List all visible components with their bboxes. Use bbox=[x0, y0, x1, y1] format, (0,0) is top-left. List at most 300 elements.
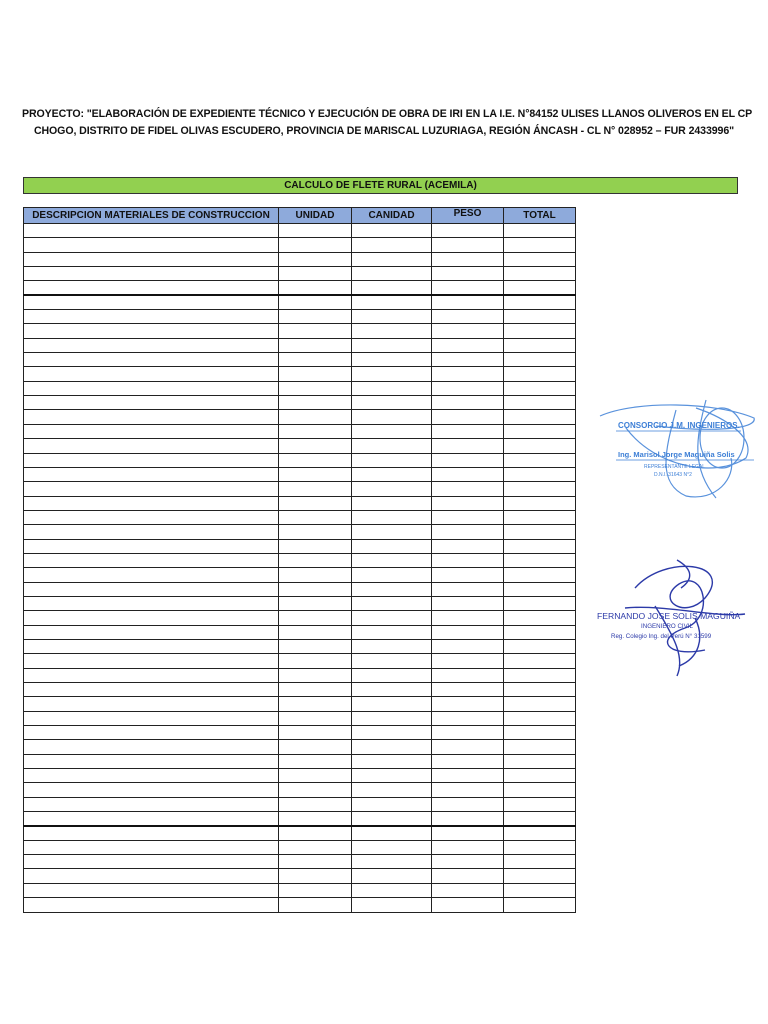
cell-description bbox=[24, 381, 279, 395]
table-row bbox=[24, 568, 576, 582]
cell-unit bbox=[279, 310, 352, 324]
cell-total bbox=[504, 496, 576, 510]
cell-quantity bbox=[352, 252, 432, 266]
cell-unit bbox=[279, 338, 352, 352]
cell-quantity bbox=[352, 726, 432, 740]
cell-unit bbox=[279, 611, 352, 625]
cell-unit bbox=[279, 654, 352, 668]
cell-weight bbox=[432, 424, 504, 438]
cell-total bbox=[504, 596, 576, 610]
table-row bbox=[24, 310, 576, 324]
cell-description bbox=[24, 783, 279, 797]
cell-weight bbox=[432, 439, 504, 453]
section-title-bar: CALCULO DE FLETE RURAL (ACEMILA) bbox=[23, 177, 738, 194]
cell-weight bbox=[432, 410, 504, 424]
table-row bbox=[24, 625, 576, 639]
table-row bbox=[24, 683, 576, 697]
cell-total bbox=[504, 683, 576, 697]
cell-quantity bbox=[352, 582, 432, 596]
cell-total bbox=[504, 769, 576, 783]
cell-description bbox=[24, 295, 279, 309]
cell-total bbox=[504, 639, 576, 653]
cell-quantity bbox=[352, 783, 432, 797]
table-row bbox=[24, 797, 576, 811]
svg-text:INGENIERO CIVIL: INGENIERO CIVIL bbox=[641, 623, 693, 630]
table-row bbox=[24, 281, 576, 295]
cell-weight bbox=[432, 252, 504, 266]
cell-unit bbox=[279, 252, 352, 266]
cell-description bbox=[24, 769, 279, 783]
cell-total bbox=[504, 424, 576, 438]
cell-quantity bbox=[352, 510, 432, 524]
cell-unit bbox=[279, 582, 352, 596]
cell-weight bbox=[432, 482, 504, 496]
cell-unit bbox=[279, 898, 352, 912]
cell-description bbox=[24, 826, 279, 840]
table-row bbox=[24, 582, 576, 596]
cell-total bbox=[504, 797, 576, 811]
cell-description bbox=[24, 668, 279, 682]
cell-unit bbox=[279, 525, 352, 539]
cell-description bbox=[24, 869, 279, 883]
project-title-line-2: CHOGO, DISTRITO DE FIDEL OLIVAS ESCUDERO, PROVINCIA DE MARISCAL LUZURIAGA, REGIÓN ÁNCASH - CL N° 028952 – FUR 2433996" bbox=[33, 125, 735, 137]
svg-text:REPRESENTANTE LEGAL: REPRESENTANTE LEGAL bbox=[644, 464, 706, 470]
cell-unit bbox=[279, 238, 352, 252]
table-row bbox=[24, 539, 576, 553]
cell-quantity bbox=[352, 883, 432, 897]
cell-weight bbox=[432, 324, 504, 338]
cell-total bbox=[504, 238, 576, 252]
cell-description bbox=[24, 482, 279, 496]
cell-unit bbox=[279, 568, 352, 582]
cell-weight bbox=[432, 367, 504, 381]
cell-weight bbox=[432, 467, 504, 481]
cell-total bbox=[504, 539, 576, 553]
cell-weight bbox=[432, 754, 504, 768]
project-title-line-1: PROYECTO: "ELABORACIÓN DE EXPEDIENTE TÉCNICO Y EJECUCIÓN DE OBRA DE IRI EN LA I.E. N°84152 ULISES LLANOS OLIVEROS EN EL CP bbox=[22, 108, 753, 120]
cell-unit bbox=[279, 769, 352, 783]
column-header-unit: UNIDAD bbox=[279, 208, 352, 224]
cell-weight bbox=[432, 582, 504, 596]
cell-weight bbox=[432, 453, 504, 467]
cell-total bbox=[504, 367, 576, 381]
cell-unit bbox=[279, 869, 352, 883]
cell-weight bbox=[432, 596, 504, 610]
cell-total bbox=[504, 281, 576, 295]
cell-description bbox=[24, 224, 279, 238]
cell-total bbox=[504, 453, 576, 467]
cell-total bbox=[504, 310, 576, 324]
cell-weight bbox=[432, 668, 504, 682]
cell-quantity bbox=[352, 281, 432, 295]
cell-weight bbox=[432, 855, 504, 869]
column-header-total: TOTAL bbox=[504, 208, 576, 224]
table-row bbox=[24, 783, 576, 797]
cell-description bbox=[24, 625, 279, 639]
cell-description bbox=[24, 453, 279, 467]
cell-unit bbox=[279, 797, 352, 811]
table-row bbox=[24, 525, 576, 539]
cell-total bbox=[504, 726, 576, 740]
cell-quantity bbox=[352, 439, 432, 453]
cell-description bbox=[24, 711, 279, 725]
table-row bbox=[24, 496, 576, 510]
cell-description bbox=[24, 797, 279, 811]
table-row bbox=[24, 668, 576, 682]
table-row bbox=[24, 453, 576, 467]
table-row bbox=[24, 740, 576, 754]
cell-total bbox=[504, 898, 576, 912]
cell-weight bbox=[432, 783, 504, 797]
cell-description bbox=[24, 424, 279, 438]
svg-text:CONSORCIO J.M. INGENIEROS.: CONSORCIO J.M. INGENIEROS. bbox=[618, 421, 740, 430]
cell-total bbox=[504, 611, 576, 625]
cell-total bbox=[504, 783, 576, 797]
column-header-quantity: CANIDAD bbox=[352, 208, 432, 224]
table-row bbox=[24, 267, 576, 281]
cell-weight bbox=[432, 711, 504, 725]
cell-unit bbox=[279, 783, 352, 797]
cell-quantity bbox=[352, 381, 432, 395]
cell-total bbox=[504, 439, 576, 453]
cell-total bbox=[504, 654, 576, 668]
svg-text:D.N.I. 31643 N°2: D.N.I. 31643 N°2 bbox=[654, 472, 692, 478]
cell-weight bbox=[432, 267, 504, 281]
cell-unit bbox=[279, 267, 352, 281]
table-row bbox=[24, 252, 576, 266]
cell-total bbox=[504, 510, 576, 524]
column-header-weight: PESO bbox=[432, 208, 504, 224]
cell-unit bbox=[279, 754, 352, 768]
cell-description bbox=[24, 812, 279, 826]
cell-weight bbox=[432, 381, 504, 395]
column-header-description: DESCRIPCION MATERIALES DE CONSTRUCCION bbox=[24, 208, 279, 224]
cell-quantity bbox=[352, 238, 432, 252]
cell-description bbox=[24, 496, 279, 510]
cell-description bbox=[24, 252, 279, 266]
cell-description bbox=[24, 510, 279, 524]
table-row bbox=[24, 883, 576, 897]
cell-unit bbox=[279, 496, 352, 510]
cell-quantity bbox=[352, 812, 432, 826]
cell-weight bbox=[432, 353, 504, 367]
cell-unit bbox=[279, 625, 352, 639]
cell-quantity bbox=[352, 496, 432, 510]
cell-quantity bbox=[352, 840, 432, 854]
cell-total bbox=[504, 553, 576, 567]
cell-quantity bbox=[352, 453, 432, 467]
table-row bbox=[24, 869, 576, 883]
cell-description bbox=[24, 740, 279, 754]
cell-total bbox=[504, 381, 576, 395]
cell-total bbox=[504, 525, 576, 539]
cell-unit bbox=[279, 639, 352, 653]
cell-unit bbox=[279, 812, 352, 826]
cell-total bbox=[504, 869, 576, 883]
cell-total bbox=[504, 668, 576, 682]
cell-unit bbox=[279, 353, 352, 367]
cell-unit bbox=[279, 424, 352, 438]
cell-quantity bbox=[352, 267, 432, 281]
cell-description bbox=[24, 281, 279, 295]
cell-total bbox=[504, 338, 576, 352]
cell-quantity bbox=[352, 697, 432, 711]
cell-total bbox=[504, 467, 576, 481]
cell-quantity bbox=[352, 754, 432, 768]
cell-total bbox=[504, 482, 576, 496]
cell-weight bbox=[432, 310, 504, 324]
cell-weight bbox=[432, 496, 504, 510]
cell-quantity bbox=[352, 654, 432, 668]
cell-quantity bbox=[352, 467, 432, 481]
cell-total bbox=[504, 754, 576, 768]
table-row bbox=[24, 396, 576, 410]
cell-unit bbox=[279, 883, 352, 897]
cell-description bbox=[24, 324, 279, 338]
cell-weight bbox=[432, 611, 504, 625]
cell-description bbox=[24, 238, 279, 252]
table-row bbox=[24, 482, 576, 496]
cell-unit bbox=[279, 697, 352, 711]
svg-text:Reg. Colegio Ing. del Perú N°: Reg. Colegio Ing. del Perú N° 31599 bbox=[611, 633, 712, 640]
cell-weight bbox=[432, 726, 504, 740]
cell-description bbox=[24, 353, 279, 367]
table-row bbox=[24, 726, 576, 740]
table-row bbox=[24, 224, 576, 238]
table-row bbox=[24, 467, 576, 481]
table-row bbox=[24, 812, 576, 826]
cell-description bbox=[24, 467, 279, 481]
cell-description bbox=[24, 310, 279, 324]
cell-quantity bbox=[352, 482, 432, 496]
table-row bbox=[24, 654, 576, 668]
table-row bbox=[24, 324, 576, 338]
cell-weight bbox=[432, 625, 504, 639]
cell-weight bbox=[432, 840, 504, 854]
table-row bbox=[24, 711, 576, 725]
cell-quantity bbox=[352, 769, 432, 783]
cell-weight bbox=[432, 740, 504, 754]
cell-total bbox=[504, 812, 576, 826]
table-row bbox=[24, 754, 576, 768]
table-row bbox=[24, 410, 576, 424]
cell-weight bbox=[432, 295, 504, 309]
cell-description bbox=[24, 396, 279, 410]
cell-unit bbox=[279, 855, 352, 869]
cell-unit bbox=[279, 410, 352, 424]
table-row bbox=[24, 769, 576, 783]
cell-quantity bbox=[352, 797, 432, 811]
cell-quantity bbox=[352, 396, 432, 410]
table-row bbox=[24, 238, 576, 252]
cell-description bbox=[24, 539, 279, 553]
cell-unit bbox=[279, 224, 352, 238]
company-stamp bbox=[596, 398, 760, 508]
cell-weight bbox=[432, 826, 504, 840]
cell-weight bbox=[432, 898, 504, 912]
cell-description bbox=[24, 855, 279, 869]
cell-weight bbox=[432, 224, 504, 238]
cell-unit bbox=[279, 726, 352, 740]
cell-weight bbox=[432, 639, 504, 653]
cell-unit bbox=[279, 367, 352, 381]
cell-unit bbox=[279, 711, 352, 725]
cell-total bbox=[504, 353, 576, 367]
cell-weight bbox=[432, 510, 504, 524]
cell-description bbox=[24, 568, 279, 582]
cell-description bbox=[24, 898, 279, 912]
cell-unit bbox=[279, 553, 352, 567]
table-row bbox=[24, 826, 576, 840]
cell-unit bbox=[279, 596, 352, 610]
table-row bbox=[24, 596, 576, 610]
cell-quantity bbox=[352, 295, 432, 309]
cell-unit bbox=[279, 453, 352, 467]
table-row bbox=[24, 367, 576, 381]
cell-quantity bbox=[352, 711, 432, 725]
cell-unit bbox=[279, 295, 352, 309]
cell-unit bbox=[279, 826, 352, 840]
cell-total bbox=[504, 224, 576, 238]
cell-quantity bbox=[352, 898, 432, 912]
cell-quantity bbox=[352, 310, 432, 324]
cell-description bbox=[24, 611, 279, 625]
cell-weight bbox=[432, 396, 504, 410]
cell-total bbox=[504, 295, 576, 309]
engineer-signature bbox=[595, 558, 757, 682]
cell-quantity bbox=[352, 338, 432, 352]
cell-description bbox=[24, 754, 279, 768]
cell-quantity bbox=[352, 596, 432, 610]
cell-total bbox=[504, 883, 576, 897]
svg-text:Ing. Marisol Jorge Maguiña Sol: Ing. Marisol Jorge Maguiña Solis bbox=[618, 450, 735, 459]
table-header-row bbox=[24, 208, 576, 224]
cell-weight bbox=[432, 683, 504, 697]
table-body bbox=[24, 224, 576, 913]
table-row bbox=[24, 639, 576, 653]
cell-description bbox=[24, 367, 279, 381]
table-row bbox=[24, 697, 576, 711]
cell-weight bbox=[432, 525, 504, 539]
cell-total bbox=[504, 568, 576, 582]
cell-weight bbox=[432, 869, 504, 883]
cell-quantity bbox=[352, 740, 432, 754]
cell-quantity bbox=[352, 568, 432, 582]
cell-weight bbox=[432, 654, 504, 668]
cell-quantity bbox=[352, 625, 432, 639]
cell-description bbox=[24, 697, 279, 711]
cell-weight bbox=[432, 338, 504, 352]
table-row bbox=[24, 855, 576, 869]
cell-description bbox=[24, 639, 279, 653]
table-row bbox=[24, 898, 576, 912]
cell-total bbox=[504, 840, 576, 854]
cell-quantity bbox=[352, 525, 432, 539]
cell-weight bbox=[432, 568, 504, 582]
cell-unit bbox=[279, 381, 352, 395]
cell-description bbox=[24, 582, 279, 596]
cell-quantity bbox=[352, 410, 432, 424]
cell-description bbox=[24, 338, 279, 352]
cell-total bbox=[504, 711, 576, 725]
cell-total bbox=[504, 582, 576, 596]
cell-total bbox=[504, 324, 576, 338]
cell-description bbox=[24, 726, 279, 740]
company-stamp-graphic bbox=[596, 398, 760, 508]
table-row bbox=[24, 381, 576, 395]
cell-quantity bbox=[352, 539, 432, 553]
table-row bbox=[24, 295, 576, 309]
table-row bbox=[24, 611, 576, 625]
table-row bbox=[24, 338, 576, 352]
cell-weight bbox=[432, 883, 504, 897]
cell-total bbox=[504, 396, 576, 410]
cell-description bbox=[24, 683, 279, 697]
cell-quantity bbox=[352, 826, 432, 840]
cell-quantity bbox=[352, 855, 432, 869]
cell-quantity bbox=[352, 553, 432, 567]
svg-text:FERNANDO JOSE SOLIS MAGUIÑA: FERNANDO JOSE SOLIS MAGUIÑA bbox=[597, 611, 741, 621]
cell-description bbox=[24, 439, 279, 453]
cell-unit bbox=[279, 439, 352, 453]
cell-total bbox=[504, 826, 576, 840]
cell-quantity bbox=[352, 683, 432, 697]
cell-unit bbox=[279, 482, 352, 496]
table-row bbox=[24, 439, 576, 453]
cell-unit bbox=[279, 740, 352, 754]
cell-quantity bbox=[352, 353, 432, 367]
cell-description bbox=[24, 525, 279, 539]
cell-unit bbox=[279, 683, 352, 697]
cell-unit bbox=[279, 840, 352, 854]
cell-description bbox=[24, 654, 279, 668]
cell-unit bbox=[279, 281, 352, 295]
cell-quantity bbox=[352, 869, 432, 883]
cell-quantity bbox=[352, 367, 432, 381]
cell-total bbox=[504, 855, 576, 869]
cell-total bbox=[504, 410, 576, 424]
cell-weight bbox=[432, 281, 504, 295]
cell-total bbox=[504, 267, 576, 281]
cell-unit bbox=[279, 510, 352, 524]
table-row bbox=[24, 510, 576, 524]
project-title bbox=[22, 106, 753, 140]
cell-quantity bbox=[352, 324, 432, 338]
cell-quantity bbox=[352, 424, 432, 438]
cell-unit bbox=[279, 539, 352, 553]
cell-quantity bbox=[352, 611, 432, 625]
freight-calculation-table bbox=[23, 207, 576, 913]
cell-unit bbox=[279, 396, 352, 410]
table-row bbox=[24, 840, 576, 854]
cell-description bbox=[24, 596, 279, 610]
cell-quantity bbox=[352, 668, 432, 682]
cell-weight bbox=[432, 238, 504, 252]
table-row bbox=[24, 553, 576, 567]
cell-total bbox=[504, 625, 576, 639]
cell-quantity bbox=[352, 639, 432, 653]
engineer-signature-graphic bbox=[595, 558, 757, 682]
table-row bbox=[24, 424, 576, 438]
table-row bbox=[24, 353, 576, 367]
cell-unit bbox=[279, 324, 352, 338]
cell-weight bbox=[432, 797, 504, 811]
cell-total bbox=[504, 697, 576, 711]
cell-weight bbox=[432, 769, 504, 783]
cell-weight bbox=[432, 553, 504, 567]
cell-weight bbox=[432, 539, 504, 553]
cell-total bbox=[504, 252, 576, 266]
